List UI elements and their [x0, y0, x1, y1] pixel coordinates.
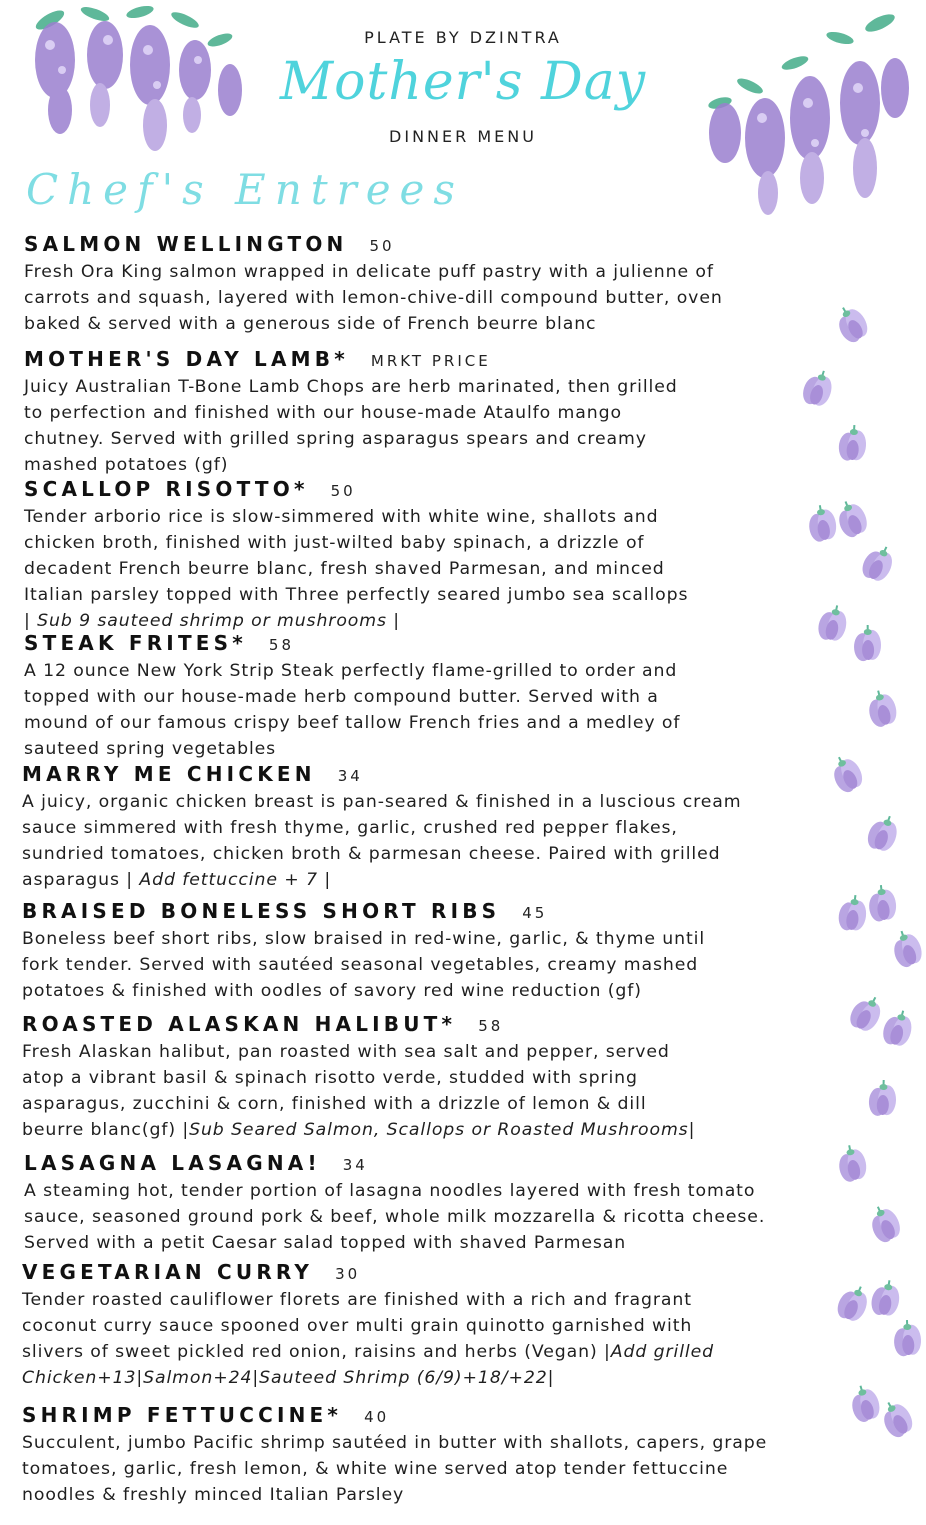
menu-item-name: BRAISED BONELESS SHORT RIBS	[22, 899, 501, 923]
menu-item-description	[24, 374, 884, 478]
menu-item-header	[24, 232, 884, 256]
menu-item	[24, 1151, 884, 1256]
petal-icon	[880, 1400, 916, 1440]
menu-item	[22, 1403, 882, 1508]
menu-item-header	[22, 1012, 882, 1036]
menu-item-description	[22, 1287, 882, 1391]
menu-item-price: MRKT PRICE	[370, 352, 491, 370]
menu-item-price: 50	[369, 237, 395, 255]
menu-item	[22, 1012, 882, 1143]
menu-item	[22, 762, 882, 893]
petal-icon	[865, 1080, 901, 1120]
menu-item-description-text: Succulent, jumbo Pacific shrimp sautéed in butter with shallots, capers, grape tomatoes, garlic, fresh lemon, & white wine served atop tender fettuccine noodles & freshly minced Italian Parsley	[22, 1433, 768, 1505]
menu-item-description-text: Tender roasted cauliflower florets are finished with a rich and fragrant coconut curry sauce spooned over multi grain quinotto garnished with slivers of sweet pickled red onion, raisins and herbs (Vegan)	[22, 1290, 693, 1362]
menu-item-option-note: |Sub Seared Salmon, Scallops or Roasted Mushrooms|	[182, 1120, 696, 1140]
menu-item-description-text: Tender arborio rice is slow-simmered with white wine, shallots and chicken broth, finished with just-wilted baby spinach, a drizzle of decadent French beurre blanc, fresh shaved Parmesan, and minced Italian parsley topped with Three perfectly seared jumbo sea scallops	[24, 507, 689, 605]
menu-item-header	[24, 1151, 884, 1175]
menu-item	[22, 1260, 882, 1391]
petal-icon	[815, 605, 851, 645]
section-title: Chef's Entrees	[26, 165, 464, 214]
menu-item-header	[22, 899, 882, 923]
menu-item-name: MARRY ME CHICKEN	[22, 762, 316, 786]
menu-item-price: 34	[342, 1156, 368, 1174]
menu-item-name: SCALLOP RISOTTO*	[24, 477, 309, 501]
menu-item-price: 50	[330, 482, 356, 500]
petal-icon	[835, 500, 871, 540]
menu-item	[24, 232, 884, 337]
menu-item-description	[22, 926, 882, 1004]
petal-icon	[835, 1285, 871, 1325]
petal-icon	[865, 690, 901, 730]
petal-icon	[830, 755, 866, 795]
menu-item-description	[22, 1039, 882, 1143]
menu-title: Mother's Day	[279, 52, 647, 112]
petal-icon	[880, 1010, 916, 1050]
petal-icon	[860, 545, 896, 585]
menu-item-description-text: A juicy, organic chicken breast is pan-seared & finished in a luscious cream sauce simmered with fresh thyme, garlic, crushed red pepper flakes, sundried tomatoes, chicken broth & parmesan cheese. Paired with grilled asparagus	[22, 792, 742, 890]
petal-icon	[835, 1145, 871, 1185]
menu-item-header	[24, 631, 884, 655]
petal-icon	[865, 885, 901, 925]
petal-icon	[835, 425, 871, 465]
menu-item	[24, 347, 884, 478]
menu-item-header	[22, 1260, 882, 1284]
menu-item-header	[22, 762, 882, 786]
brand-name: PLATE BY DZINTRA	[364, 28, 562, 47]
menu-item-description-text: Boneless beef short ribs, slow braised in red-wine, garlic, & thyme until fork tender. Served with sautéed seasonal vegetables, creamy mashed potatoes & finished with oodles of savory red wine reduction (gf)	[22, 929, 706, 1001]
menu-item-description	[24, 259, 884, 337]
menu-item-description	[24, 1178, 884, 1256]
menu-item-option-note: | Sub 9 sauteed shrimp or mushrooms |	[24, 611, 401, 631]
petal-icon	[848, 1385, 884, 1425]
menu-item-option-note: |Add grilled Chicken+13|Salmon+24|Sauteed Shrimp (6/9)+18/+22|	[22, 1342, 715, 1388]
menu-item-price: 58	[268, 636, 295, 654]
menu-item-description-text: Fresh Ora King salmon wrapped in delicate puff pastry with a julienne of carrots and squash, layered with lemon-chive-dill compound butter, oven baked & served with a generous side of French beurre blanc	[24, 262, 723, 334]
menu-item-header	[24, 347, 884, 371]
menu-item-name: VEGETARIAN CURRY	[22, 1260, 314, 1284]
menu-item-price: 45	[522, 904, 548, 922]
menu-item-description	[24, 658, 884, 762]
petal-icon	[868, 1280, 904, 1320]
petal-icon	[865, 815, 901, 855]
menu-item-name: LASAGNA LASAGNA!	[24, 1151, 321, 1175]
menu-item-description	[24, 504, 884, 634]
menu-item-name: ROASTED ALASKAN HALIBUT*	[22, 1012, 457, 1036]
menu-item-description-text: Fresh Alaskan halibut, pan roasted with sea salt and pepper, served atop a vibrant basil & spinach risotto verde, studded with spring asparagus, zucchini & corn, finished with a drizzle of lemon & dill beurre blanc(gf)	[22, 1042, 670, 1140]
menu-item-header	[22, 1403, 882, 1427]
menu-item-price: 34	[337, 767, 363, 785]
menu-item-name: SHRIMP FETTUCCINE*	[22, 1403, 343, 1427]
petal-icon	[848, 995, 884, 1035]
menu-subtitle: DINNER MENU	[389, 127, 537, 146]
petal-icon	[850, 625, 886, 665]
petal-icon	[890, 1320, 926, 1360]
menu-item-description-text: Juicy Australian T-Bone Lamb Chops are herb marinated, then grilled to perfection and finished with our house-made Ataulfo mango chutney. Served with grilled spring asparagus spears and creamy mashed potatoes (gf)	[24, 377, 678, 475]
menu-item-name: SALMON WELLINGTON	[24, 232, 348, 256]
menu-item-header	[24, 477, 884, 501]
menu-item-name: MOTHER'S DAY LAMB*	[24, 347, 349, 371]
menu-item	[24, 477, 884, 634]
menu-item-description-text: A 12 ounce New York Strip Steak perfectly flame-grilled to order and topped with our house-made herb compound butter. Served with a mound of our famous crispy beef tallow French fries and a medley of sauteed spring vegetables	[24, 661, 681, 759]
menu-item-option-note: | Add fettuccine + 7 |	[126, 870, 332, 890]
petal-icon	[835, 305, 871, 345]
menu-item	[22, 899, 882, 1004]
menu-item	[24, 631, 884, 762]
petal-icon	[890, 930, 926, 970]
menu-item-name: STEAK FRITES*	[24, 631, 247, 655]
menu-item-price: 40	[364, 1408, 390, 1426]
menu-item-description	[22, 1430, 882, 1508]
petal-icon	[800, 370, 836, 410]
menu-item-price: 58	[478, 1017, 504, 1035]
menu-item-description	[22, 789, 882, 893]
petal-icon	[868, 1205, 904, 1245]
menu-item-description-text: A steaming hot, tender portion of lasagna noodles layered with fresh tomato sauce, seasoned ground pork & beef, whole milk mozzarella & ricotta cheese. Served with a petit Caesar salad topped with shaved Parmesan	[24, 1181, 766, 1253]
menu-item-price: 30	[335, 1265, 361, 1283]
